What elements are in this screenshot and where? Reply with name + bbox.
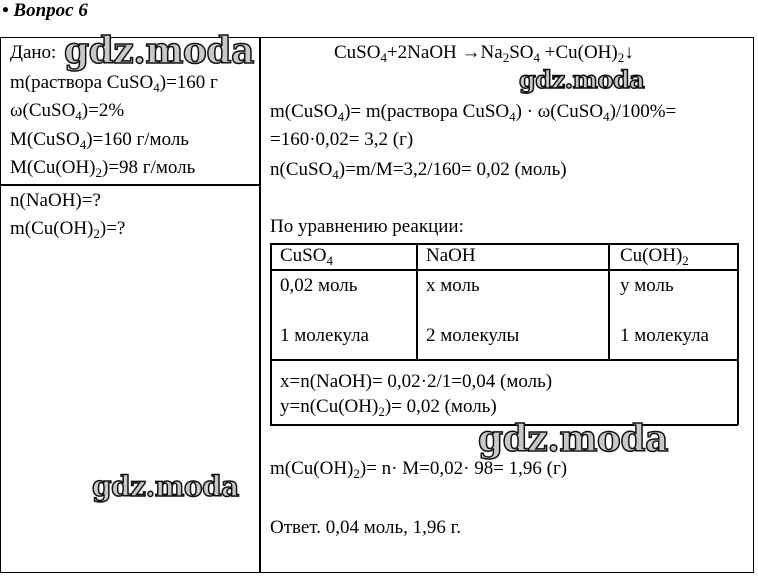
given-molar-mass-cuoh2: $M(Cu(OH)_2)=98$ г/моль	[10, 157, 196, 180]
mass-cuso4-calc: =160·0,02= 3,2 (г)	[270, 129, 414, 150]
reaction-equation: CuSO$_4$+2NaOH $\to Na_2SO_4$ $+Cu(OH)_2↓$	[334, 42, 634, 65]
given-label: Дано:	[10, 42, 57, 63]
column-divider	[259, 37, 261, 573]
table-cell-cuoh2-moles: y моль	[620, 275, 674, 296]
mass-cuso4-formula: m(CuSO$_4$)= m(раствора CuSO$_4$) · ω(CuSO$_4$)/100%=	[270, 101, 677, 124]
table-cell-cuso4-coef: 1 молекула	[280, 325, 369, 346]
table-cell-naoh-moles: x моль	[426, 275, 480, 296]
given-mass-fraction: ω(CuSO$_4$)=2%	[10, 100, 125, 123]
given-molar-mass-cuso4: M(CuSO$_4$)=160 г/моль	[10, 129, 189, 152]
table-cell-cuoh2-coef: 1 молекула	[620, 325, 709, 346]
watermark-logo: gdz.moda	[478, 418, 668, 460]
table-cell-cuso4-moles: 0,02 моль	[280, 275, 358, 296]
answer: Ответ. 0,04 моль, 1,96 г.	[270, 517, 462, 538]
table-cell-naoh-coef: 2 молекулы	[426, 325, 520, 346]
by-equation-label: По уравнению реакции:	[270, 216, 464, 237]
calc-x: x=n(NaOH)= 0,02·2/1=0,04 (моль)	[280, 371, 553, 392]
watermark-logo: gdz.moda	[519, 65, 645, 94]
question-title: • Вопрос 6	[2, 0, 88, 21]
given-solution-mass: m(раствора CuSO$_4$)=160 г	[10, 72, 218, 95]
table-header-cuoh2: $Cu(OH)_2$	[620, 245, 689, 268]
table-header-cuso4: CuSO$_4$	[280, 245, 333, 268]
find-cuoh2-mass: $m(Cu(OH)_2)=$?	[10, 218, 126, 241]
find-naoh: n(NaOH)=?	[10, 190, 101, 211]
moles-cuso4: n(CuSO$_4$)=m/M=3,2/160= 0,02 (моль)	[270, 159, 567, 182]
watermark-logo: gdz.moda	[92, 470, 239, 503]
mass-cuoh2-calc: $m(Cu(OH)_2)= n\cdot M=0,02\cdot 98= 1,96$ (г)	[270, 458, 568, 481]
table-header-naoh: NaOH	[426, 245, 476, 266]
calc-y: $y=n(Cu(OH)_2)= 0,02$ (моль)	[280, 396, 497, 419]
watermark-logo: gdz.moda	[64, 30, 254, 72]
given-find-divider	[0, 184, 260, 186]
